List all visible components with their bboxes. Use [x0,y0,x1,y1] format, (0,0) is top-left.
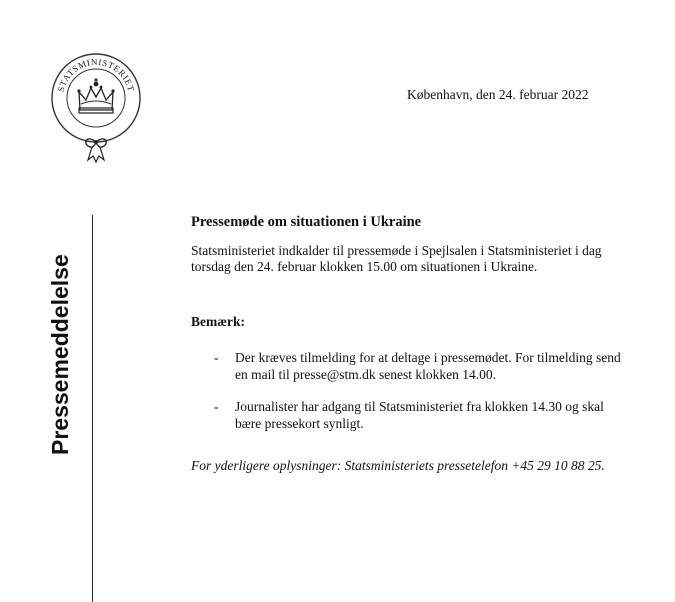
list-item-text: Journalister har adgang til Statsministeriet fra klokken 14.30 og skal bære pressekort synligt. [235,399,604,431]
date-line: København, den 24. februar 2022 [407,87,589,102]
bullet-marker: - [214,399,219,414]
press-release-title: Pressemøde om situationen i Ukraine [191,214,422,230]
list-item [191,399,621,432]
note-heading: Bemærk: [191,313,245,329]
contact-note: For yderligere oplysninger: Statsministeriets pressetelefon +45 29 10 88 25. [191,458,605,473]
svg-text:STATSMINISTERIET: STATSMINISTERIET [55,56,137,93]
bullet-marker: - [214,350,219,365]
press-release-side-label: Pressemeddelelse [47,254,73,456]
list-item-text: Der kræves tilmelding for at deltage i pressemødet. For tilmelding send en mail til presse@stm.dk senest klokken 14.00. [235,350,621,382]
press-release-body [191,214,641,475]
note-list [191,350,641,432]
lead-paragraph: Statsministeriet indkalder til pressemøde i Spejlsalen i Statsministeriet i dag torsdag den 24. februar klokken 15.00 om situationen i Ukraine. [191,242,602,274]
vertical-divider [92,215,93,602]
list-item [191,350,621,383]
statsministeriet-crest-logo [46,44,146,174]
